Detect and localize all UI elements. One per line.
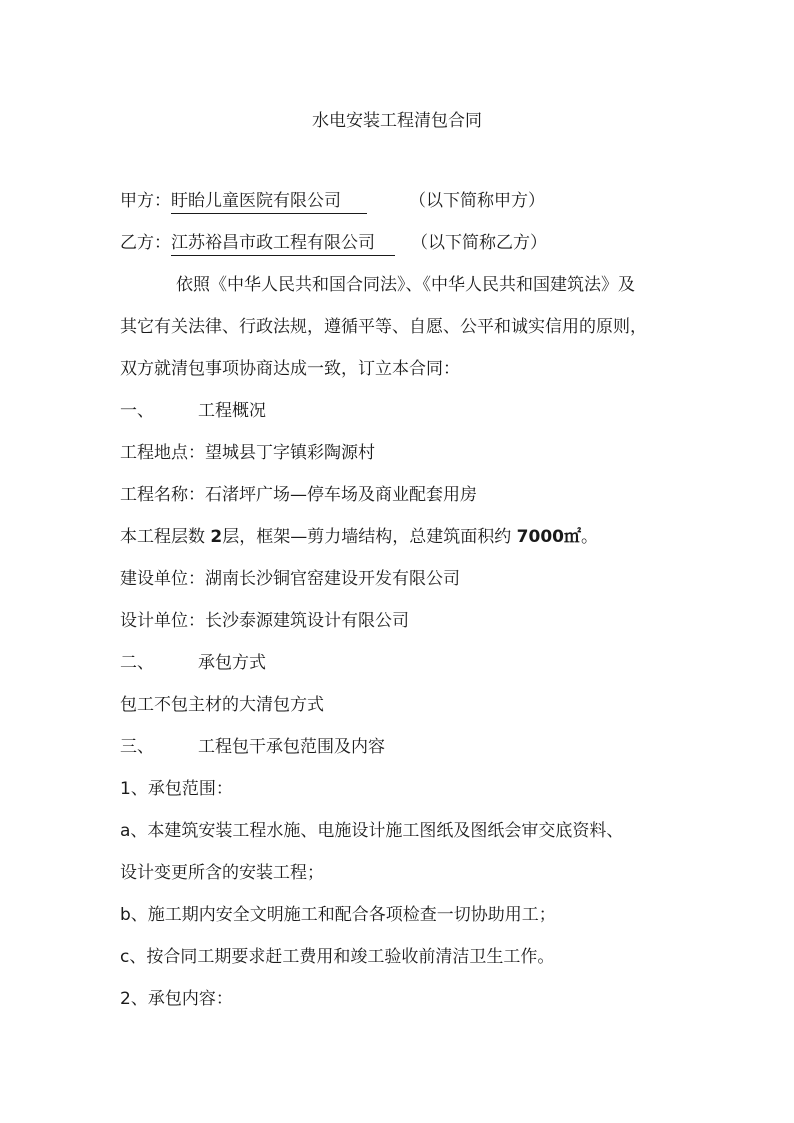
- scope-heading: 1、承包范围：: [120, 779, 233, 799]
- party-b-line: [120, 232, 547, 256]
- scale-end: 。: [580, 527, 598, 547]
- section-2-title: 承包方式: [198, 653, 266, 673]
- party-a-line: [120, 190, 545, 214]
- section-1-title: 工程概况: [198, 401, 266, 421]
- scale-middle: 层，框架—剪力墙结构，总建筑面积约: [222, 527, 512, 547]
- contract-method: 包工不包主材的大清包方式: [120, 695, 324, 715]
- contract-title: 水电安装工程清包合同: [312, 111, 482, 131]
- section-1-heading: [120, 400, 266, 422]
- intro-line-2: 其它有关法律、行政法规，遵循平等、自愿、公平和诚实信用的原则，: [120, 317, 647, 337]
- party-b-label: 乙方：: [120, 233, 171, 253]
- party-a-note: （以下简称甲方）: [409, 191, 545, 211]
- section-3-heading: [120, 736, 385, 758]
- party-b-note: （以下简称乙方）: [411, 233, 547, 253]
- party-a-label: 甲方：: [120, 191, 171, 211]
- scale-prefix: 本工程层数: [120, 527, 205, 547]
- design-unit: 设计单位：长沙泰源建筑设计有限公司: [120, 611, 409, 631]
- content-heading: 2、承包内容：: [120, 989, 233, 1009]
- section-3-number: 三、: [120, 737, 154, 757]
- project-site: 工程地点：望城县丁字镇彩陶源村: [120, 443, 375, 463]
- scope-item-b: b、施工期内安全文明施工和配合各项检查一切协助用工；: [120, 905, 556, 925]
- section-2-heading: [120, 652, 266, 674]
- party-a-name: 盱眙儿童医院有限公司: [171, 190, 367, 214]
- intro-line-3: 双方就清包事项协商达成一致，订立本合同：: [120, 359, 460, 379]
- intro-line-1: 依照《中华人民共和国合同法》、《中华人民共和国建筑法》及: [176, 275, 635, 295]
- construction-unit: 建设单位：湖南长沙铜官窑建设开发有限公司: [120, 569, 460, 589]
- floor-area: 7000㎡: [516, 527, 581, 547]
- section-3-title: 工程包干承包范围及内容: [198, 737, 385, 757]
- party-b-name: 江苏裕昌市政工程有限公司: [171, 232, 395, 256]
- project-name: 工程名称：石渚坪广场—停车场及商业配套用房: [120, 485, 477, 505]
- scope-item-a-line-2: 设计变更所含的安装工程；: [120, 863, 324, 883]
- scope-item-a-line-1: a、本建筑安装工程水施、电施设计施工图纸及图纸会审交底资料、: [120, 821, 624, 841]
- scope-item-c: c、按合同工期要求赶工费用和竣工验收前清洁卫生工作。: [120, 947, 555, 967]
- project-scale: [120, 526, 598, 548]
- section-2-number: 二、: [120, 653, 154, 673]
- floor-count: 2: [210, 527, 223, 547]
- section-1-number: 一、: [120, 401, 154, 421]
